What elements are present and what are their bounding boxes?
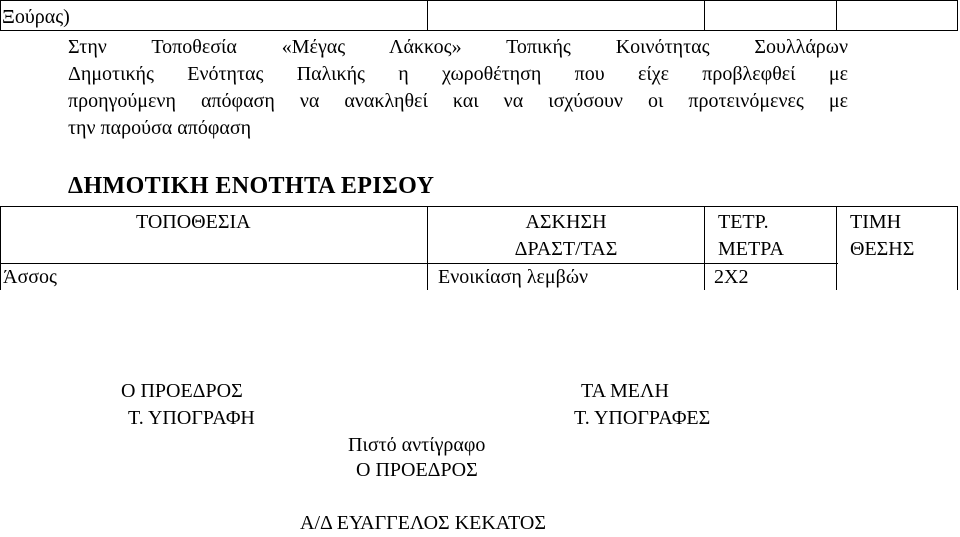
certified-copy-president: Ο ΠΡΟΕΔΡΟΣ bbox=[356, 459, 478, 481]
signer-name: Α/Δ ΕΥΑΓΓΕΛΟΣ ΚΕΚΑΤΟΣ bbox=[300, 512, 546, 534]
top-table-divider-2 bbox=[704, 0, 705, 31]
top-table-divider-3 bbox=[836, 0, 837, 31]
table-divider-3 bbox=[836, 206, 837, 290]
signature-left-title: Ο ΠΡΟΕΔΡΟΣ bbox=[121, 380, 243, 402]
signature-right-title: ΤΑ ΜΕΛΗ bbox=[581, 380, 669, 402]
table-border-left bbox=[0, 206, 1, 290]
paragraph-line-2: Δημοτικής Ενότητας Παλικής η χωροθέτηση που είχε προβλεφθεί με bbox=[68, 63, 848, 85]
table-border-top bbox=[0, 206, 958, 207]
top-table-divider-1 bbox=[427, 0, 428, 31]
top-table-border-bottom bbox=[0, 30, 958, 31]
table-row-area: 2Χ2 bbox=[714, 266, 749, 288]
table-row-activity: Ενοικίαση λεμβών bbox=[438, 266, 589, 288]
table-divider-2 bbox=[704, 206, 705, 290]
certified-copy-line: Πιστό αντίγραφο bbox=[348, 434, 486, 456]
header-area-line-2: ΜΕΤΡΑ bbox=[718, 238, 784, 260]
top-table-border-left bbox=[0, 0, 1, 31]
header-activity-line-2: ΔΡΑΣΤ/ΤΑΣ bbox=[514, 238, 618, 260]
section-heading: ΔΗΜΟΤΙΚΗ ΕΝΟΤΗΤΑ ΕΡΙΣΟΥ bbox=[68, 173, 435, 199]
paragraph-line-1: Στην Τοποθεσία «Μέγας Λάκκος» Τοπικής Κοινότητας Σουλλάρων bbox=[68, 36, 848, 58]
signature-left-sub: Τ. ΥΠΟΓΡΑΦΗ bbox=[128, 407, 255, 429]
signature-right-sub: Τ. ΥΠΟΓΡΑΦΕΣ bbox=[574, 407, 711, 429]
table-row-location: Άσσος bbox=[3, 266, 57, 288]
table-border-right bbox=[957, 206, 958, 290]
table-header-separator bbox=[0, 263, 838, 264]
header-activity-line-1: ΑΣΚΗΣΗ bbox=[525, 211, 607, 233]
header-price-line-2: ΘΕΣΗΣ bbox=[850, 238, 915, 260]
body-paragraph bbox=[68, 34, 848, 142]
paragraph-line-3: προηγούμενη απόφαση να ανακληθεί και να ισχύσουν οι προτεινόμενες με bbox=[68, 90, 848, 112]
header-area-line-1: ΤΕΤΡ. bbox=[718, 211, 769, 233]
header-location: ΤΟΠΟΘΕΣΙΑ bbox=[136, 211, 251, 233]
top-table-border-right bbox=[957, 0, 958, 31]
header-cell-text: Ξούρας) bbox=[2, 6, 70, 28]
paragraph-line-4: την παρούσα απόφαση bbox=[68, 117, 252, 139]
top-table-border-top bbox=[0, 0, 958, 1]
header-price-line-1: ΤΙΜΗ bbox=[850, 211, 902, 233]
